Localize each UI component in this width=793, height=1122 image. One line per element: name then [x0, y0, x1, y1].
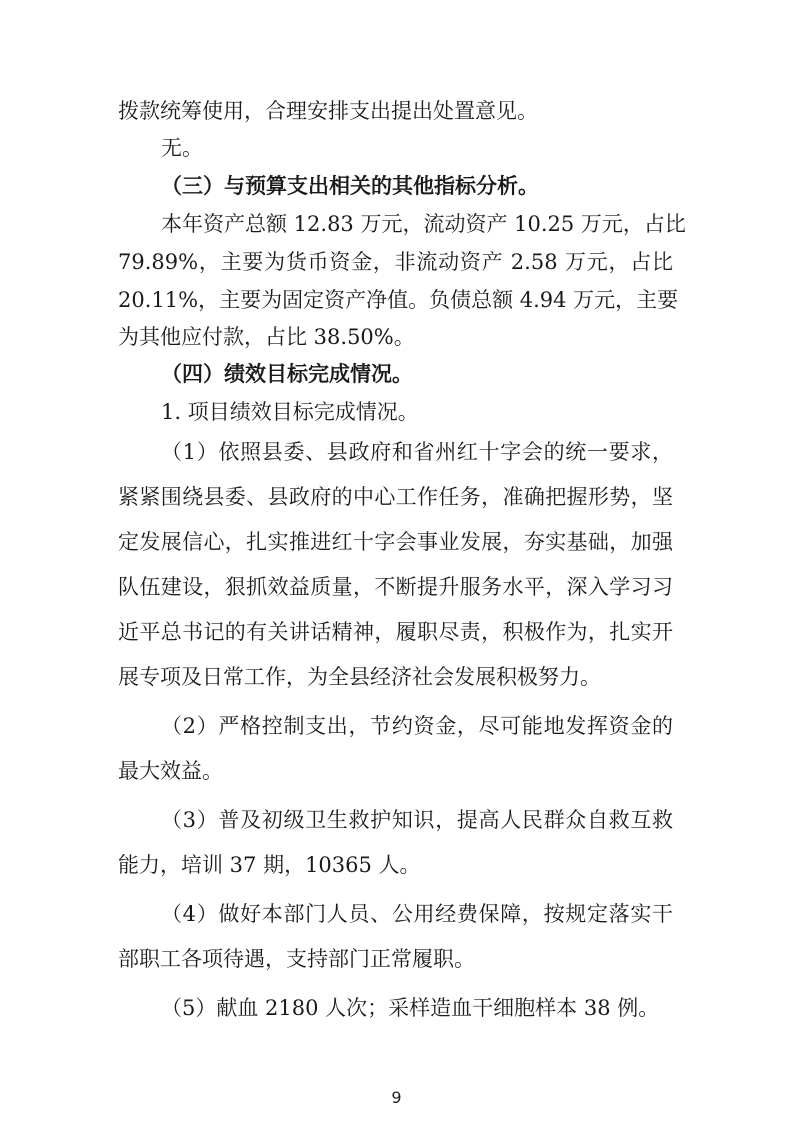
text-line: 队伍建设，狠抓效益质量，不断提升服务水平，深入学习习 [118, 575, 673, 599]
subsection-heading: 1. 项目绩效目标完成情况。 [161, 400, 419, 424]
text-line: 展专项及日常工作，为全县经济社会发展积极努力。 [118, 665, 601, 689]
text-line: （5）献血 2180 人次；采样造血干细胞样本 38 例。 [161, 996, 660, 1020]
text-line: 无。 [161, 136, 203, 160]
text-line: 部职工各项待遇，支持部门正常履职。 [118, 947, 475, 971]
text-line: 能力，培训 37 期，10365 人。 [118, 853, 421, 877]
text-line: （2）严格控制支出，节约资金，尽可能地发挥资金的 [161, 714, 673, 738]
text-line: （4）做好本部门人员、公用经费保障，按规定落实干 [161, 902, 673, 926]
text-line: 79.89%，主要为货币资金，非流动资产 2.58 万元，占比 [118, 250, 673, 274]
section-heading: （三）与预算支出相关的其他指标分析。 [161, 173, 539, 198]
text-line: 20.11%，主要为固定资产净值。负债总额 4.94 万元，主要 [118, 288, 679, 312]
section-heading: （四）绩效目标完成情况。 [161, 361, 413, 386]
text-line: 为其他应付款，占比 38.50%。 [118, 325, 415, 349]
text-line: （1）依照县委、县政府和省州红十字会的统一要求， [161, 440, 673, 464]
page-number: 9 [391, 1088, 402, 1107]
text-line: 定发展信心，扎实推进红十字会事业发展，夯实基础，加强 [118, 530, 673, 554]
text-line: 紧紧围绕县委、县政府的中心工作任务，准确把握形势，坚 [118, 485, 673, 509]
text-line: （3）普及初级卫生救护知识，提高人民群众自救互救 [161, 808, 673, 832]
text-line: 近平总书记的有关讲话精神，履职尽责，积极作为，扎实开 [118, 620, 673, 644]
text-line: 拨款统筹使用，合理安排支出提出处置意见。 [118, 99, 538, 123]
text-line: 最大效益。 [118, 759, 223, 783]
text-line: 本年资产总额 12.83 万元，流动资产 10.25 万元，占比 [161, 212, 686, 236]
